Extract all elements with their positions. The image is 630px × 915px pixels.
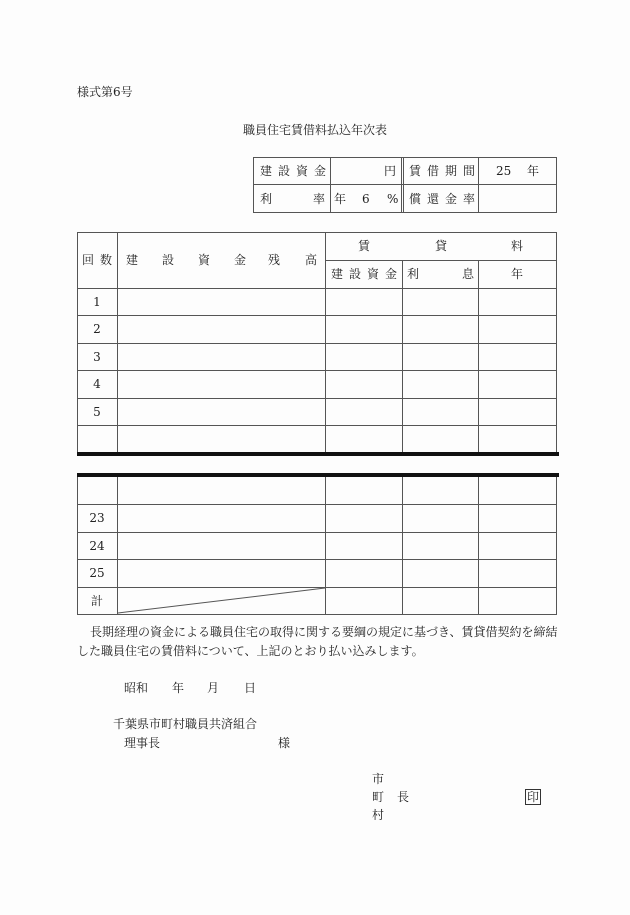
header-balance-char: 高 <box>305 253 318 267</box>
date-year: 年 <box>172 681 185 695</box>
interest-rate-prefix: 年 <box>334 192 347 206</box>
signer-town: 町 <box>372 790 385 804</box>
signer-city: 市 <box>372 772 385 786</box>
date-day: 日 <box>244 681 257 695</box>
construction-funds-unit: 円 <box>384 164 397 178</box>
seal-mark: 印 <box>527 790 540 804</box>
form-number: 様式第6号 <box>77 85 133 99</box>
header-interest-1: 利 <box>407 267 420 281</box>
header-balance-char: 資 <box>198 253 211 267</box>
repayment-rate-label: 償還金率 <box>409 192 482 206</box>
header-year: 年 <box>511 267 524 281</box>
header-balance-char: 建 <box>126 253 139 267</box>
row-number: 3 <box>93 350 101 364</box>
header-interest-2: 息 <box>462 267 475 281</box>
signer-village: 村 <box>372 808 385 822</box>
page-title: 職員住宅賃借料払込年次表 <box>243 123 388 137</box>
header-rent-char: 賃 <box>358 239 371 253</box>
header-balance-char: 金 <box>234 253 247 267</box>
addressee-title: 理事長 <box>124 736 161 750</box>
addressee-honorific: 様 <box>278 736 291 750</box>
interest-rate-value: 6 <box>362 192 370 206</box>
row-number: 23 <box>89 511 105 525</box>
date-era: 昭和 <box>124 681 149 695</box>
row-number: 1 <box>93 295 101 309</box>
header-balance-char: 残 <box>268 253 281 267</box>
row-number: 4 <box>93 377 101 391</box>
date-month: 月 <box>207 681 220 695</box>
break-line-top <box>77 452 559 456</box>
addressee-org: 千葉県市町村職員共済組合 <box>113 717 258 731</box>
lease-period-label: 賃借期間 <box>409 164 482 178</box>
signer-head: 長 <box>397 790 410 804</box>
interest-rate-unit: % <box>387 192 399 206</box>
interest-rate-label-1: 利 <box>260 192 273 206</box>
row-number: 5 <box>93 405 101 419</box>
header-count: 回数 <box>82 253 119 267</box>
header-rent-char: 料 <box>511 239 524 253</box>
header-balance-char: 設 <box>162 253 175 267</box>
header-rent-char: 貸 <box>435 239 448 253</box>
total-diagonal <box>118 588 325 613</box>
total-label: 計 <box>90 594 103 608</box>
statement-line-1: 長期経理の資金による職員住宅の取得に関する要綱の規定に基づき、賃貸借契約を締結 <box>90 625 558 639</box>
lease-period-unit: 年 <box>527 164 540 178</box>
interest-rate-label-2: 率 <box>313 192 326 206</box>
header-construction-funds: 建設資金 <box>331 267 404 281</box>
break-line-bottom <box>77 473 559 477</box>
row-number: 24 <box>89 539 105 553</box>
lease-period-value: 25 <box>496 164 512 178</box>
statement-line-2: した職員住宅の賃借料について、上記のとおり払い込みします。 <box>77 644 424 658</box>
row-number: 25 <box>89 566 105 580</box>
row-number: 2 <box>93 322 101 336</box>
construction-funds-label: 建設資金 <box>260 164 333 178</box>
